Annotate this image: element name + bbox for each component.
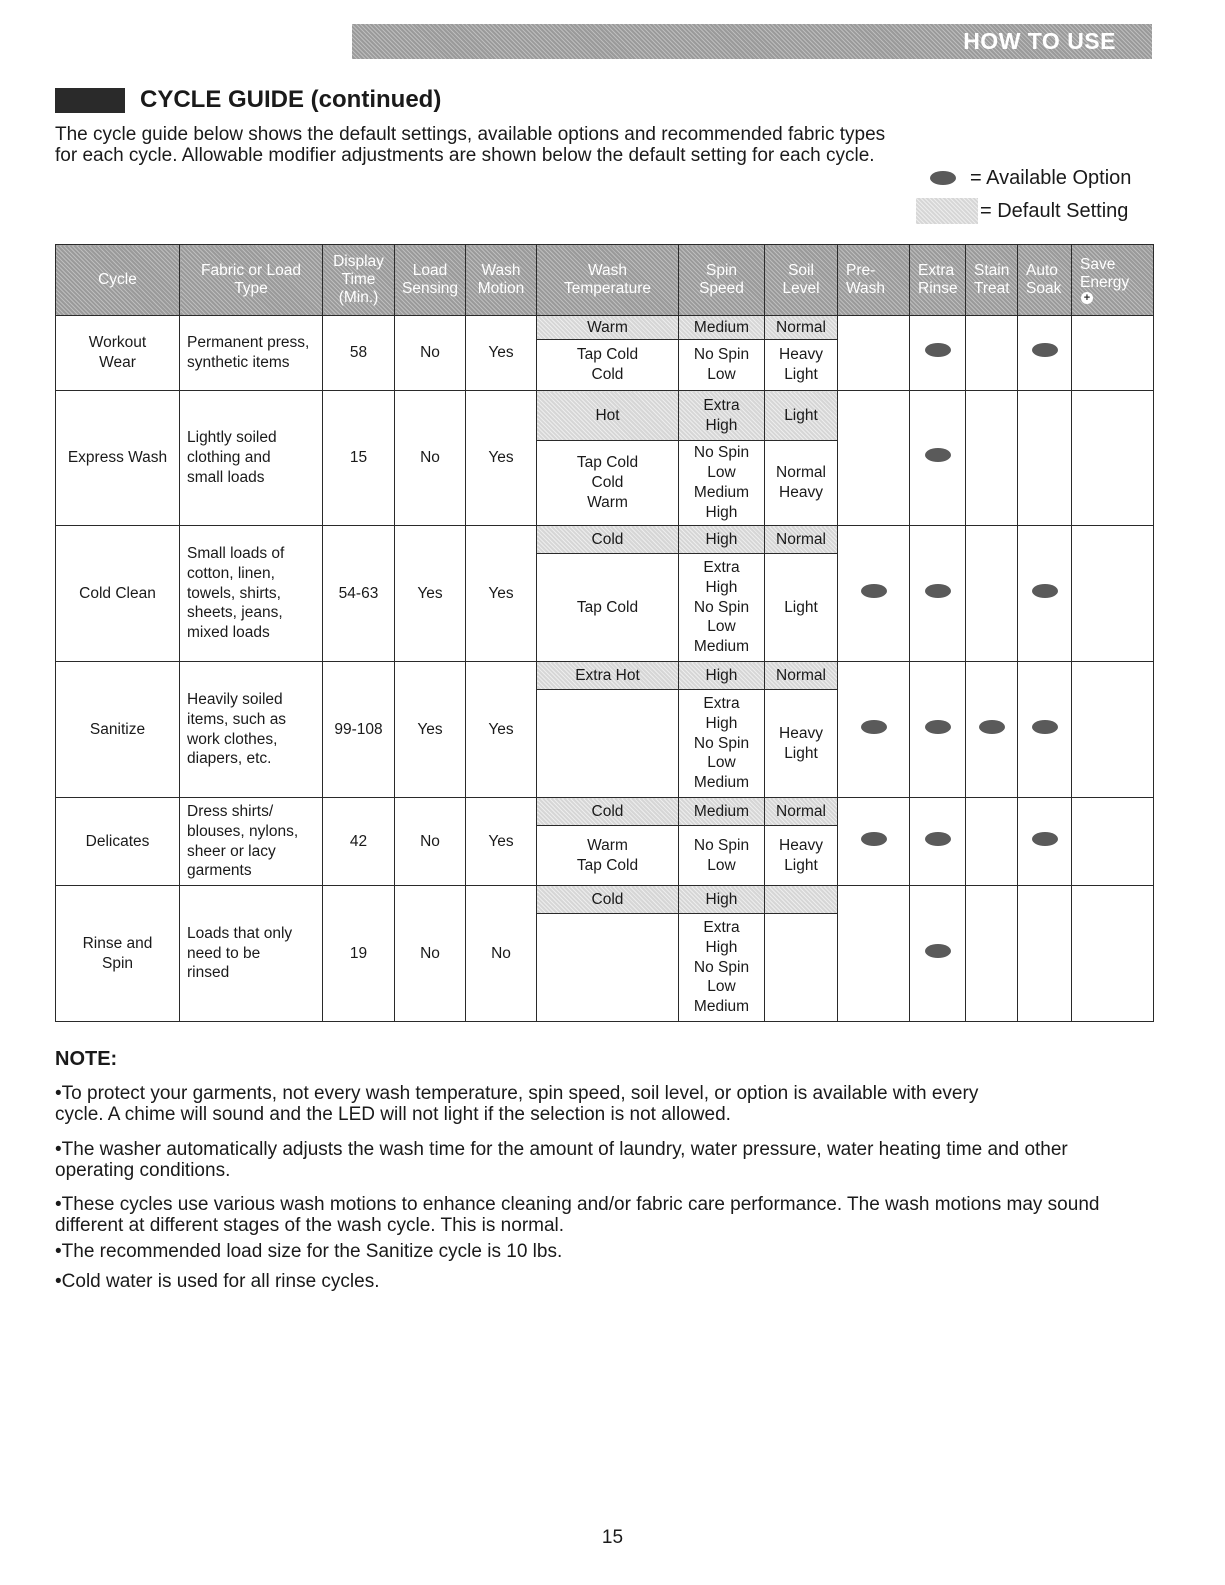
- available-option-dot-icon: [925, 448, 951, 462]
- legend-available-option: [930, 166, 1131, 190]
- spin-default-cell: [679, 316, 765, 340]
- fabric-cell: [180, 886, 323, 1022]
- available-option-dot-icon: [925, 832, 951, 846]
- note-line: •To protect your garments, not every wash temperature, spin speed, soil level, or option is available with every: [55, 1083, 979, 1104]
- cycle-cell: [56, 798, 180, 886]
- soil-options-values: Normal Heavy: [776, 464, 826, 501]
- spin-options-values: No Spin Low: [693, 346, 750, 383]
- soil-default-cell: [765, 798, 838, 826]
- temp-default-value: Cold: [591, 802, 624, 820]
- hatched-swatch-icon: [916, 198, 978, 224]
- available-option-dot-icon: [1032, 832, 1058, 846]
- temp-default-value: Extra Hot: [575, 666, 640, 684]
- sensing-cell: No: [395, 798, 466, 886]
- temp-default-cell: [537, 316, 679, 340]
- note-item: [55, 1139, 1195, 1181]
- spin-default-cell: [679, 391, 765, 441]
- soil-options-values: Heavy Light: [779, 346, 823, 383]
- sensing-cell: No: [395, 316, 466, 391]
- section-banner-label: HOW TO USE: [963, 28, 1116, 54]
- option-prewash-cell: [838, 316, 910, 391]
- cycle-name: Delicates: [85, 832, 150, 850]
- fabric-cell: [180, 662, 323, 798]
- fabric-cell: [180, 316, 323, 391]
- option-prewash-cell: [838, 798, 910, 886]
- available-option-dot-icon: [925, 584, 951, 598]
- option-soak-cell: [1018, 316, 1072, 391]
- soil-options-values: Light: [784, 598, 818, 616]
- note-item: [55, 1271, 1195, 1292]
- cycle-name: Workout Wear: [88, 334, 147, 371]
- option-soak-cell: [1018, 798, 1072, 886]
- spin-default-value: High: [705, 530, 738, 548]
- time-cell: 42: [323, 798, 395, 886]
- table-row: [56, 316, 1154, 340]
- option-stain-cell: [966, 886, 1018, 1022]
- spin-options-cell: [679, 441, 765, 526]
- option-save-cell: [1072, 526, 1154, 662]
- header-pre-wash: Pre- Wash: [838, 245, 910, 316]
- cycle-name: Rinse and Spin: [82, 934, 153, 972]
- page-title: CYCLE GUIDE (continued): [140, 86, 442, 113]
- option-prewash-cell: [838, 391, 910, 526]
- sensing-cell: Yes: [395, 662, 466, 798]
- sensing-cell: Yes: [395, 526, 466, 662]
- legend-default-setting: [916, 198, 1128, 224]
- available-option-dot-icon: [979, 720, 1005, 734]
- note-line: •The washer automatically adjusts the wash time for the amount of laundry, water pressure, water heating time and other: [55, 1139, 1068, 1160]
- fabric-cell: [180, 526, 323, 662]
- soil-default-cell: [765, 662, 838, 690]
- spin-default-value: High: [705, 666, 738, 684]
- option-extra-rinse-cell: [910, 526, 966, 662]
- header-extra-rinse: Extra Rinse: [910, 245, 966, 316]
- header-wash-temperature: Wash Temperature: [537, 245, 679, 316]
- fabric-cell: [180, 391, 323, 526]
- table-header-row: [56, 245, 1154, 316]
- intro-line-1: The cycle guide below shows the default settings, available options and recommended fabric types: [55, 124, 886, 145]
- option-soak-cell: [1018, 886, 1072, 1022]
- available-option-dot-icon: [861, 720, 887, 734]
- legend-available-label: = Available Option: [970, 166, 1132, 189]
- cycle-name: Cold Clean: [79, 584, 156, 602]
- spin-default-cell: [679, 662, 765, 690]
- note-line: •Cold water is used for all rinse cycles.: [55, 1271, 380, 1292]
- spin-default-value: High: [705, 890, 738, 908]
- soil-default-cell: [765, 886, 838, 914]
- spin-options-values: No Spin Low Medium High: [693, 444, 750, 521]
- available-option-dot-icon: [1032, 720, 1058, 734]
- spin-options-cell: [679, 826, 765, 886]
- soil-options-cell: [765, 554, 838, 662]
- table-row: [56, 662, 1154, 690]
- option-save-cell: [1072, 662, 1154, 798]
- header-spin-speed: Spin Speed: [679, 245, 765, 316]
- time-cell: 15: [323, 391, 395, 526]
- page-number: 15: [601, 1527, 624, 1548]
- temp-options-values: Tap Cold Cold: [576, 346, 639, 383]
- motion-cell: Yes: [466, 798, 537, 886]
- available-option-dot-icon: [1032, 584, 1058, 598]
- option-save-cell: [1072, 316, 1154, 391]
- note-heading: NOTE:: [55, 1048, 118, 1070]
- temp-options-cell: [537, 914, 679, 1022]
- intro-line-2: for each cycle. Allowable modifier adjustments are shown below the default setting for each cycle.: [55, 145, 875, 166]
- option-save-cell: [1072, 886, 1154, 1022]
- motion-cell: Yes: [466, 662, 537, 798]
- cycle-cell: [56, 391, 180, 526]
- section-marker: [55, 88, 125, 113]
- motion-cell: Yes: [466, 526, 537, 662]
- header-load-sensing: Load Sensing: [395, 245, 466, 316]
- temp-options-values: Tap Cold: [576, 598, 639, 616]
- spin-default-cell: [679, 886, 765, 914]
- fabric-type: Heavily soiled items, such as work clothes, diapers, etc.: [187, 690, 287, 768]
- soil-default-value: Normal: [776, 802, 826, 820]
- option-extra-rinse-cell: [910, 798, 966, 886]
- spin-default-value: Extra High: [703, 396, 740, 434]
- option-extra-rinse-cell: [910, 316, 966, 391]
- table-row: [56, 798, 1154, 826]
- temp-options-cell: [537, 554, 679, 662]
- temp-default-value: Cold: [591, 890, 624, 908]
- plus-icon: +: [1081, 292, 1093, 304]
- note-line: different at different stages of the wash cycle. This is normal.: [55, 1215, 565, 1236]
- table-row: [56, 886, 1154, 914]
- temp-default-cell: [537, 391, 679, 441]
- option-extra-rinse-cell: [910, 662, 966, 798]
- spin-options-cell: [679, 340, 765, 391]
- temp-options-cell: [537, 441, 679, 526]
- available-option-dot-icon: [1032, 343, 1058, 357]
- option-stain-cell: [966, 662, 1018, 798]
- fabric-type: Small loads of cotton, linen, towels, shirts, sheets, jeans, mixed loads: [187, 545, 285, 642]
- option-save-cell: [1072, 391, 1154, 526]
- spin-options-values: No Spin Low: [693, 836, 750, 874]
- temp-options-cell: [537, 826, 679, 886]
- option-prewash-cell: [838, 886, 910, 1022]
- section-banner: [352, 24, 1152, 59]
- available-option-dot-icon: [925, 343, 951, 357]
- option-stain-cell: [966, 316, 1018, 391]
- option-soak-cell: [1018, 662, 1072, 798]
- available-option-pill-icon: [930, 171, 956, 185]
- temp-options-cell: [537, 340, 679, 391]
- option-stain-cell: [966, 798, 1018, 886]
- spin-options-values: Extra High No Spin Low Medium: [693, 695, 750, 792]
- cycle-name: Sanitize: [89, 720, 146, 738]
- cycle-cell: [56, 526, 180, 662]
- cycle-cell: [56, 316, 180, 391]
- soil-default-value: Normal: [776, 530, 826, 548]
- option-stain-cell: [966, 391, 1018, 526]
- header-soil-level: Soil Level: [765, 245, 838, 316]
- sensing-cell: No: [395, 391, 466, 526]
- fabric-type: Dress shirts/ blouses, nylons, sheer or lacy garments: [187, 802, 299, 880]
- temp-options-values: Tap Cold Cold Warm: [576, 454, 639, 511]
- note-line: cycle. A chime will sound and the LED will not light if the selection is not allowed.: [55, 1104, 731, 1125]
- motion-cell: Yes: [466, 316, 537, 391]
- motion-cell: No: [466, 886, 537, 1022]
- sensing-cell: No: [395, 886, 466, 1022]
- soil-default-value: Normal: [776, 318, 826, 336]
- soil-default-cell: [765, 526, 838, 554]
- available-option-dot-icon: [925, 944, 951, 958]
- available-option-dot-icon: [861, 584, 887, 598]
- soil-default-cell: [765, 316, 838, 340]
- note-item: [55, 1194, 1195, 1236]
- temp-default-value: Cold: [591, 530, 624, 548]
- time-cell: 54-63: [323, 526, 395, 662]
- spin-options-values: Extra High No Spin Low Medium: [693, 559, 750, 656]
- temp-default-value: Warm: [587, 318, 628, 336]
- spin-default-cell: [679, 526, 765, 554]
- temp-default-value: Hot: [595, 406, 620, 424]
- temp-default-cell: [537, 662, 679, 690]
- header-stain-treat: Stain Treat: [966, 245, 1018, 316]
- table-row: [56, 391, 1154, 441]
- soil-default-value: Light: [784, 406, 818, 424]
- soil-options-values: Heavy Light: [779, 836, 823, 874]
- spin-options-values: Extra High No Spin Low Medium: [693, 919, 750, 1016]
- soil-options-cell: [765, 690, 838, 798]
- option-prewash-cell: [838, 662, 910, 798]
- time-cell: 19: [323, 886, 395, 1022]
- spin-default-value: Medium: [693, 318, 750, 336]
- temp-default-cell: [537, 886, 679, 914]
- option-prewash-cell: [838, 526, 910, 662]
- soil-options-cell: [765, 340, 838, 391]
- intro-text: [55, 124, 935, 166]
- option-extra-rinse-cell: [910, 391, 966, 526]
- spin-options-cell: [679, 914, 765, 1022]
- note-item: [55, 1241, 1195, 1262]
- motion-cell: Yes: [466, 391, 537, 526]
- time-cell: 58: [323, 316, 395, 391]
- available-option-dot-icon: [861, 832, 887, 846]
- cycle-guide-table: [55, 244, 1154, 1022]
- temp-options-values: Warm Tap Cold: [576, 836, 639, 874]
- option-soak-cell: [1018, 526, 1072, 662]
- note-line: •These cycles use various wash motions to enhance cleaning and/or fabric care performance. The wash motions may sound: [55, 1194, 1100, 1215]
- spin-default-cell: [679, 798, 765, 826]
- option-extra-rinse-cell: [910, 886, 966, 1022]
- fabric-type: Permanent press, synthetic items: [187, 334, 310, 371]
- time-cell: 99-108: [323, 662, 395, 798]
- temp-options-cell: [537, 690, 679, 798]
- soil-options-cell: [765, 441, 838, 526]
- note-item: [55, 1083, 1195, 1125]
- note-line: operating conditions.: [55, 1160, 231, 1181]
- cycle-name: Express Wash: [67, 449, 168, 467]
- option-save-cell: [1072, 798, 1154, 886]
- soil-default-value: Normal: [776, 666, 826, 684]
- spin-options-cell: [679, 690, 765, 798]
- option-soak-cell: [1018, 391, 1072, 526]
- fabric-type: Lightly soiled clothing and small loads: [187, 429, 277, 486]
- cycle-cell: [56, 886, 180, 1022]
- legend-default-label: = Default Setting: [980, 199, 1129, 222]
- temp-default-cell: [537, 798, 679, 826]
- header-cycle: Cycle: [56, 245, 180, 316]
- fabric-type: Loads that only need to be rinsed: [187, 924, 293, 982]
- note-line: •The recommended load size for the Sanitize cycle is 10 lbs.: [55, 1241, 563, 1262]
- header-wash-motion: Wash Motion: [466, 245, 537, 316]
- header-auto-soak: Auto Soak: [1018, 245, 1072, 316]
- spin-default-value: Medium: [693, 802, 750, 820]
- header-fabric: Fabric or Load Type: [180, 245, 323, 316]
- available-option-dot-icon: [925, 720, 951, 734]
- spin-options-cell: [679, 554, 765, 662]
- soil-options-cell: [765, 826, 838, 886]
- cycle-cell: [56, 662, 180, 798]
- soil-options-values: Heavy Light: [779, 724, 823, 762]
- soil-options-cell: [765, 914, 838, 1022]
- table-row: [56, 526, 1154, 554]
- option-stain-cell: [966, 526, 1018, 662]
- header-save-energy: Save Energy +: [1072, 245, 1154, 316]
- temp-default-cell: [537, 526, 679, 554]
- fabric-cell: [180, 798, 323, 886]
- header-display-time: Display Time (Min.): [323, 245, 395, 316]
- soil-default-cell: [765, 391, 838, 441]
